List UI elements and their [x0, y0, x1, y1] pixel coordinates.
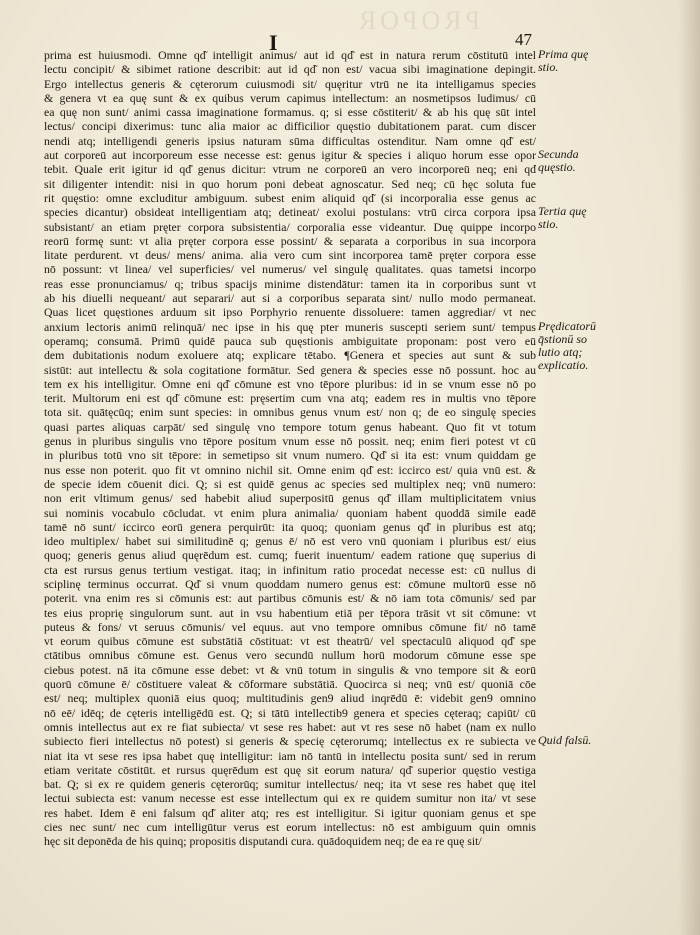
text-line: dem dubitationis nodum exoluere atq; explicare tētabo. ¶Genera et species aut sunt & sub	[44, 348, 536, 363]
text-line: in pluribus totū vno sit tēpore: in semetipso sit vnum numero. Qd͂ si ita est: vnum quiddam ge	[44, 448, 536, 463]
text-line: cies nec sunt/ nec cum intelligūtur verus est eorum intellectus: nō est ambiguum quin omnis	[44, 820, 536, 835]
text-line: tebit. Quale erit igitur id qd͂ genus dicitur: vtrum ne corporeū an vero incorporeū neq; eni qd͂	[44, 162, 536, 177]
text-line: sciplinę terminus occurrat. Qd͂ si vnum quoddam numero genus est: cōmune multorū esse nō	[44, 576, 536, 591]
text-line: ciebus potest. nā ita cōmune esse debet: vt & vnū totum in singulis & vno tempore sit & eorū	[44, 662, 536, 677]
text-line: anxium lectoris animū relinquā/ nec ipse in his quę pter muneris suscepti seriem sunt/ tempus	[44, 319, 536, 334]
page-edge-shadow	[678, 0, 700, 935]
text-line: subsistant/ an etiam pręter corpora subsistentia/ corporalia esse videantur. Duę quippe incorpo	[44, 219, 536, 234]
text-line: rit quęstio: omne excluditur ambiguum. subest enim aliquid qd͂ (si incorporalia esse genus ac	[44, 190, 536, 205]
text-line: genus in pluribus singulis vno tēpore positum vnum esse nō possit. neq; enim fieri potest vt cū	[44, 434, 536, 449]
text-line: tota sit. quātęcūq; enim sunt species: in omnibus genus vnum est/ non q; de eo singulę species	[44, 405, 536, 420]
text-line: nō possunt: vt linea/ vel superficies/ vel numerus/ vel singulę qualitates. quas tametsi incorpo	[44, 262, 536, 277]
text-line: tem ex his intelligitur. Omne eni qd͂ cōmune est vno tēpore pluribus: id in se vnum esse nō po	[44, 376, 536, 391]
text-line: niat ita vt sese res ipsa habet quę intelligitur: iam nō tantū in intellectu posita sunt/ sed in rerum	[44, 748, 536, 763]
text-line: cta est rursus genus tertium vestigat. itaq; in infinitum ratio procedat necesse est: cū nullus di	[44, 562, 536, 577]
text-line: lectu concipit/ & sibimet ratione describit: aut id qd͂ non est/ vacua sibi imaginatione depingit.	[44, 62, 536, 77]
text-line: sit diligenter intendit: nisi in quo horum poni debeat agnoscatur. Sed neq; cū hęc soluta fue	[44, 176, 536, 191]
margin-note-prima: Prima quę stio.	[538, 47, 589, 74]
text-line: ab his diuelli nequeant/ aut separari/ aut si a corporibus separata sint/ nullo modo permaneat.	[44, 291, 536, 306]
text-line: res habet. Idem ē eni falsum qd͂ aliter atq; res est intelligitur. Si igitur quoniam genus et spe	[44, 805, 536, 820]
folio-number: 47	[515, 30, 532, 49]
text-line: omnis intellectus aut ex re fiat subiecta/ vt sese res habet: aut vt res sese nō habet (nam ex nullo	[44, 719, 536, 734]
margin-note-secunda: Secunda quęstio.	[538, 147, 579, 175]
margin-note-tertia: Tertia quę stio.	[538, 204, 587, 232]
text-line: vt eorum quibus cōmune est substātiā cōstituat: vt est theatrū/ vel spectaculū aliquod qd͂ spe	[44, 634, 536, 649]
text-line: reorū formę sunt: vt alia pręter corpora esse possint/ & separata a corporibus in sua incorpora	[44, 233, 536, 248]
text-line: hęc sit deponēda de his quinq; propositis disputandi cura. quādoquidem neq; de ea re quę sit/	[44, 834, 482, 849]
bleed-through-text: PROPOR	[354, 6, 480, 35]
margin-note-quid-falsum: Quid falsū.	[538, 733, 592, 748]
text-line: est/ neq; multiplex quoniā eius quoq; multitudinis gen9 aliud inqrēdū ē: videbit gen9 omnino	[44, 691, 536, 706]
text-line: subiecto fieri intellectus nō potest) si generis & specię cęterorumq; intellectus ex re subiecta ve	[44, 734, 536, 749]
text-line: litate perdurent. vt deus/ mens/ anima. alia vero cum sint incorporea tamē pręter corpora esse	[44, 248, 536, 263]
text-line: reas esse pronunciamus/ q; tribus spacijs minime distendātur: tamen ita in corporibus sunt vt	[44, 276, 536, 291]
text-line: ea quę non sunt/ animi cassa imaginatione formamus. q; si esse cōstiterit/ & ab his quę sūt intel	[44, 105, 536, 120]
text-line: ctātibus omnibus cōmune est. Genus vero secundū nullum horū modorum cōmune esse spe	[44, 648, 536, 663]
text-line: bat. Q; si ex re quidem generis cęterorūq; sumitur intellectus/ neq; ita vt sese res habet quę itel	[44, 777, 536, 792]
text-line: & genera vt ea quę sunt & ex quibus verum capimus intellectum: an nosmetipsos ludimus/ cū	[44, 90, 536, 105]
text-line: non erit vltimum genus/ sed habebit aliud superpositū genus qd͂ illam multiplicitatem vnius	[44, 491, 536, 506]
text-line: Quas licet quęstiones arduum sit ipso Porphyrio renuente dissoluere: tamen aggrediar/ vt nec	[44, 305, 536, 320]
text-line: tamē nō sunt/ iccirco eorū genera perquirūt: ita quoq; quoniam genus qd͂ in pluribus est atq;	[44, 519, 536, 534]
text-line: etiam veritate cōstitūt. et rursus quęrēdum est quę sit eorum natura/ qd͂ superior quęstio vestiga	[44, 762, 536, 777]
text-line: nus esse non poterit. quo fit vt omnino nichil sit. Omne enim qd͂ est: iccirco est/ quia vnū est. &	[44, 462, 536, 477]
text-line: Ergo intellectus generis & cęterorum cuiusmodi sit/ quęritur vtrū ne ita intelligamus species	[44, 76, 536, 91]
signature-mark: I	[269, 30, 278, 55]
text-line: puteus & fons/ vt seruus cōmunis/ vel equus. aut vno tempore omnibus cōmune fit/ nō tamē	[44, 619, 536, 634]
text-line: tes eius proprię singulorum sunt. aut in vsu habentium etiā per tēpora trāsit vt sit cōmune: vt	[44, 605, 536, 620]
text-line: aut corporeū aut incorporeum esse necesse est: genus igitur & species i aliquo horum esse opor	[44, 148, 536, 163]
text-line: quoq; generis genus aliud quęrēdum est. cumq; fuerit inuentum/ eadem ratione quę superius di	[44, 548, 536, 563]
text-line: species dicantur) obsideat intelligentiam atq; detineat/ exolui postulans: vtrū circa corpora ipsa	[44, 205, 536, 220]
text-line: quorū cōmune ē/ cōstituere valeat & cōformare substātiā. Quocirca si neq; vnū est/ quoniā cōe	[44, 677, 536, 692]
text-line: nendi atq; intelligendi generis ipsius naturam sūma difficultas ostenditur. Nam omne qd͂ est/	[44, 133, 536, 148]
text-line: ideo multiplex/ habet sui similitudinē q; genus ē/ nō est vero vnū quoniam i pluribus est/ eius	[44, 534, 536, 549]
text-line: terit. Multorum eni est qd͂ cōmune est: pręsertim cum vna atq; eadem res in multis vno tēpore	[44, 391, 536, 406]
text-line: poterit. vna enim res si cōmunis est: aut partibus cōmunis est/ & nō iam tota cōmunis/ sed par	[44, 591, 536, 606]
text-line: sui nominis vocabulo cōcludat. vt enim plura animalia/ quoniam habent quoddā simile eadē	[44, 505, 536, 520]
text-line: lectui subiecta est: vanum necesse est esse intellectum qui ex re quidem sumitur non ita/ vt sese	[44, 791, 536, 806]
text-line: sistūt: aut intellectu & sola cogitatione formātur. Sed genera & species esse nō possunt. hoc au	[44, 362, 536, 377]
text-line: nō eē/ idēq; de cęteris intelligēdū est. Q; si tātū intellectib9 genera et species cęteraq; capiūt/ cū	[44, 705, 536, 720]
text-line: quasi partes aliquas carpāt/ sed singulę vno tempore totum genus habeant. Quo fit vt totum	[44, 419, 536, 434]
body-text	[44, 48, 536, 849]
margin-note-predicatorum: Prędicatorū q̄stionū so lutio atq; explicatio.	[538, 318, 596, 372]
text-line: operamq; consumā. Primū quidē pauca sub quęstionis ambiguitate proponam: post vero eū	[44, 333, 536, 348]
text-line: lectus/ concipi dixerimus: tunc alia maior ac difficilior quęstio dubitationem parat. cum discer	[44, 119, 536, 134]
text-line: prima est huiusmodi. Omne qd͂ intelligit animus/ aut id qd͂ est in natura rerum cōstitutū intel	[44, 48, 536, 62]
text-line: de specie idem cōuenit dici. Q; si est quidē genus ac species sed multiplex neq; vnū numero:	[44, 476, 536, 491]
